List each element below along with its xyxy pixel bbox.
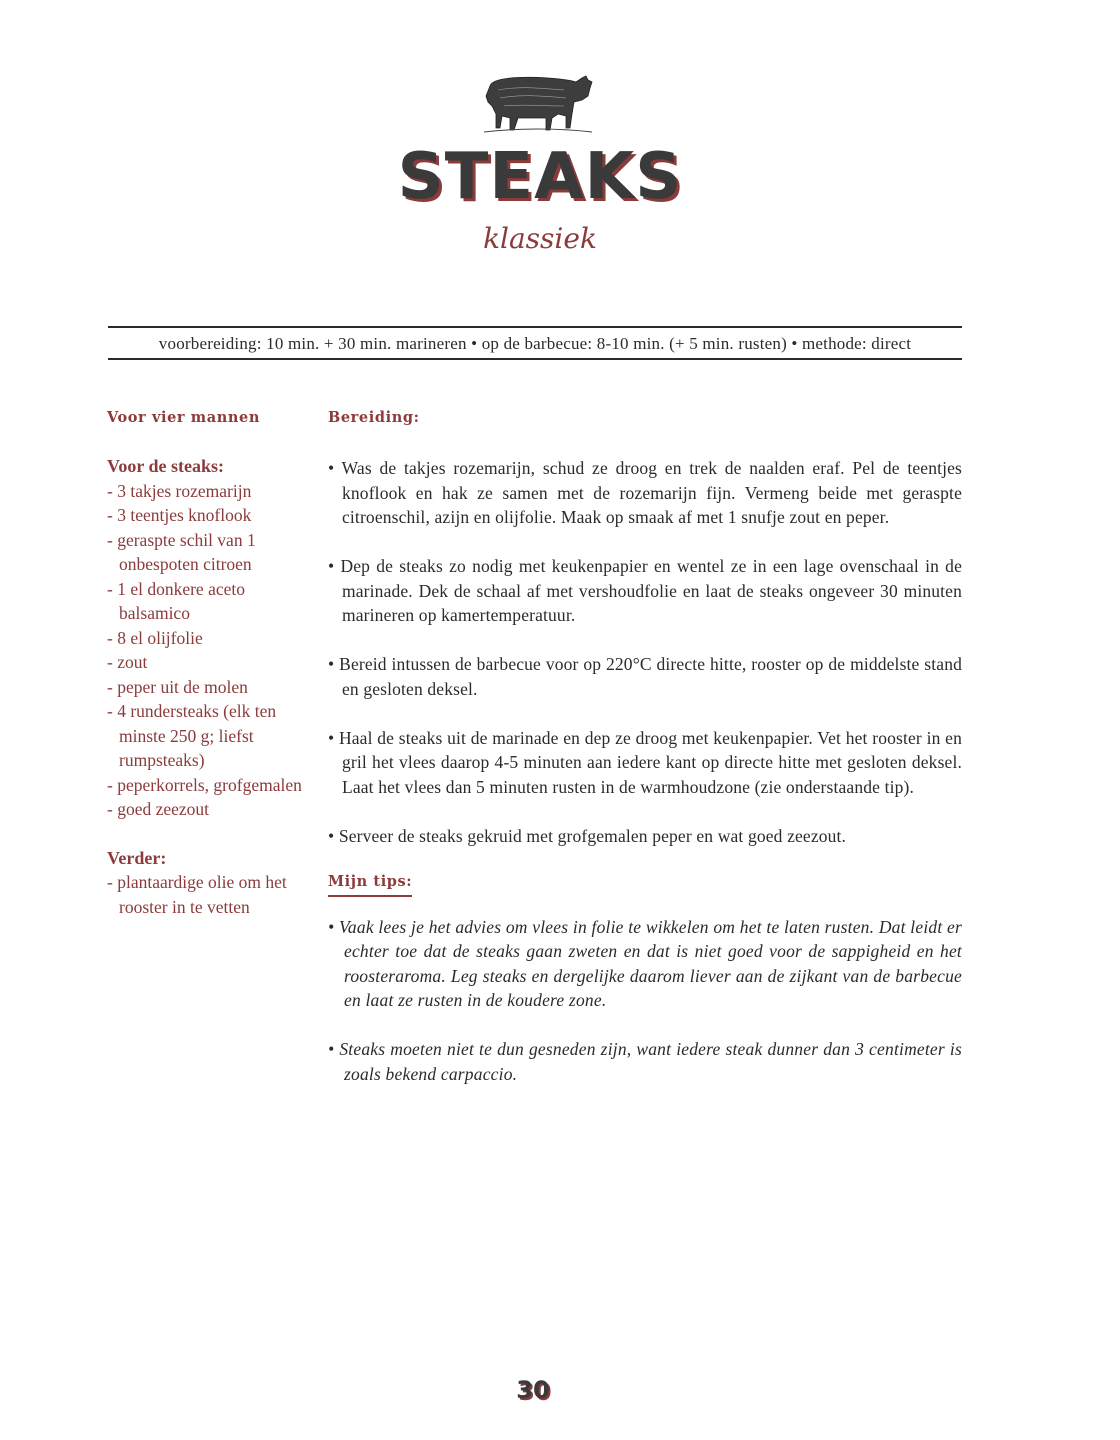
ingredient-item: - 4 rundersteaks (elk ten minste 250 g; liefst rumpsteaks) [107,701,277,770]
cow-icon [478,66,598,144]
preparation-heading: Bereiding: [328,409,420,426]
ingredient-item: - goed zeezout [107,799,210,819]
extra-ingredients-heading: Verder: [107,847,167,868]
steaks-ingredients-heading: Voor de steaks: [107,456,225,476]
preparation-step: • Bereid intussen de barbecue voor op 220°C directe hitte, rooster op de middelste stand en gesloten deksel. [328,652,962,701]
preparation-step: • Dep de steaks zo nodig met keukenpapier en wentel ze in een lage ovenschaal in de marinade. Dek de schaal af met vershoudfolie en laat de steaks ongeveer 30 minuten marineren op kamertemperatuur. [328,554,962,628]
extra-ingredients-list [107,870,307,919]
preparation-step: • Was de takjes rozemarijn, schud ze droog en trek de naalden eraf. Pel de teentjes knoflook en hak ze samen met de rozemarijn fijn. Vermeng beide met geraspte citroenschil, azijn en olijfolie. Maak op smaak af met 1 snufje zout en peper. [328,456,962,530]
ingredient-item: - 8 el olijfolie [107,627,203,648]
ingredient-item: - geraspte schil van 1 onbespoten citroen [107,529,256,574]
servings-heading: Voor vier mannen [107,409,260,426]
ingredient-item: - plantaardige olie om het rooster in te vetten [107,872,287,917]
tips-heading: Mijn tips: [328,871,412,897]
steaks-ingredients-list [107,479,307,822]
preparation-steps-list [328,456,962,848]
ingredient-item: - peperkorrels, grofgemalen [107,774,302,795]
tip-item: • Vaak lees je het advies om vlees in folie te wikkelen om het te laten rusten. Dat leidt er echter toe dat de steaks gaan zweten en dat is niet goed voor de sappigheid en het roosteraroma. Leg steaks en dergelijke daarom liever aan de zijkant van de barbecue en laat ze rusten in de koudere zone. [328,915,962,1013]
ingredient-item: - 3 takjes rozemarijn [107,480,252,501]
recipe-subtitle: klassiek [483,222,597,255]
ingredients-column [107,406,307,919]
preparation-step: • Serveer de steaks gekruid met grofgemalen peper en wat goed zeezout. [328,824,962,849]
recipe-meta-bar: voorbereiding: 10 min. + 30 min. marineren • op de barbecue: 8-10 min. (+ 5 min. rusten) • methode: direct [108,326,962,360]
page-number: 30 [516,1376,550,1404]
ingredient-item: - peper uit de molen [107,676,248,697]
preparation-column [328,406,962,1111]
preparation-step: • Haal de steaks uit de marinade en dep ze droog met keukenpapier. Vet het rooster in en gril het vlees daarop 4-5 minuten aan iedere kant op directe hitte met gesloten deksel. Laat het vlees dan 5 minuten rusten in de warmhoudzone (zie onderstaande tip). [328,726,962,800]
ingredient-item: - 3 teentjes knoflook [107,505,252,525]
ingredient-item: - 1 el donkere aceto balsamico [107,578,245,623]
ingredient-item: - zout [107,652,148,672]
tips-list [328,915,962,1087]
recipe-title: STEAKS [397,140,683,214]
tip-item: • Steaks moeten niet te dun gesneden zijn, want iedere steak dunner dan 3 centimeter is zoals bekend carpaccio. [328,1037,962,1086]
